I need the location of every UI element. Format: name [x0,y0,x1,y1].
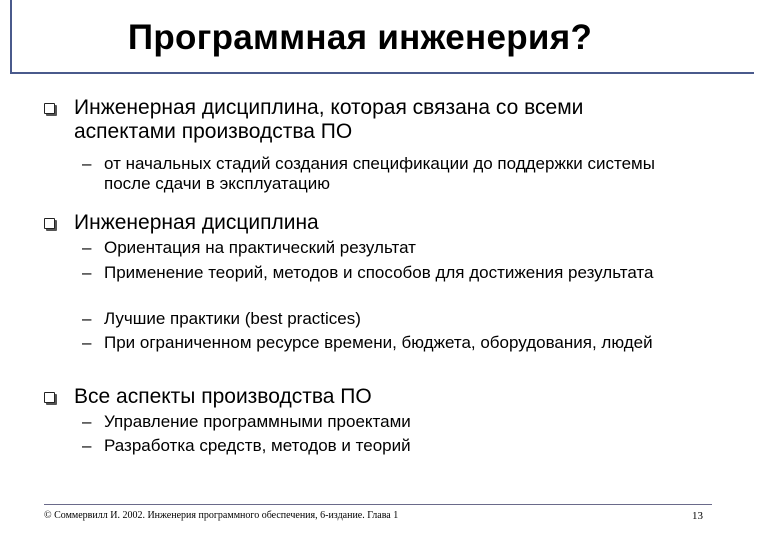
bullet-2-text: Инженерная дисциплина [74,211,319,234]
bullet-2-sub-1: Ориентация на практический результат [104,238,416,257]
bullet-2-sub-4: При ограниченном ресурсе времени, бюджета, оборудования, людей [104,333,653,352]
dash-icon: – [82,436,92,455]
square-bullet-icon [44,103,55,114]
bullet-3-text: Все аспекты производства ПО [74,385,372,408]
dash-icon: – [82,238,92,257]
dash-icon: – [82,263,92,282]
bullet-1-sub-1: от начальных стадий создания спецификации до поддержки системы после сдачи в эксплуатацию [104,154,655,193]
bullet-3-sub-2: Разработка средств, методов и теорий [104,436,411,455]
title-frame-horizontal [10,72,754,74]
dash-icon: – [82,412,92,431]
slide-title: Программная инженерия? [127,18,593,57]
dash-icon: – [82,154,92,173]
page-number: 13 [692,510,703,522]
bullet-2-sub-3: Лучшие практики (best practices) [104,309,361,328]
square-bullet-icon [44,392,55,403]
footer-copyright: © Соммервилл И. 2002. Инженерия программного обеспечения, 6-издание. Глава 1 [44,510,399,521]
dash-icon: – [82,309,92,328]
footer-divider [44,504,712,505]
bullet-3-sub-1: Управление программными проектами [104,412,411,431]
bullet-2-sub-2: Применение теорий, методов и способов для достижения результата [104,263,654,282]
square-bullet-icon [44,218,55,229]
dash-icon: – [82,333,92,352]
bullet-1-text: Инженерная дисциплина, которая связана со всеми аспектами производства ПО [74,96,584,143]
